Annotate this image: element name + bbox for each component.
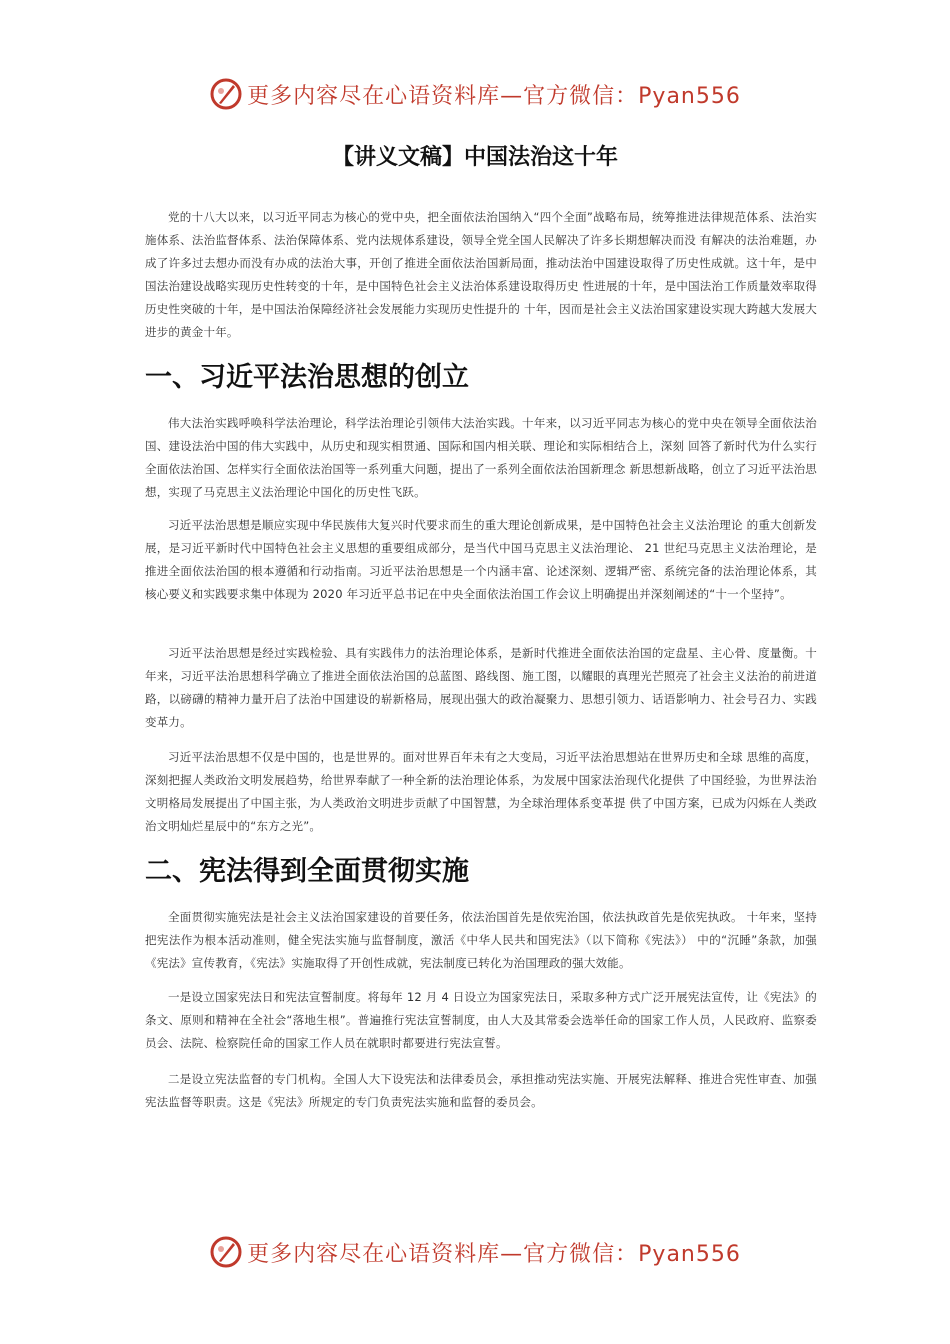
intro-block bbox=[145, 206, 817, 344]
intro-paragraph: 党的十八大以来，以习近平同志为核心的党中央，把全面依法治国纳入“四个全面”战略布局，统筹推进法律规范体系、法治实施体系、法治监督体系、法治保障体系、党内法规体系建设，领导全党全国人民解决了许多长期想解决而没 有解决的法治难题，办成了许多过去想办而没有办成的法治大事，开创了推进全面依法治国新局面，推动法治中国建设取得了历史性成就。这十年，是中国法治建设战略实现历史性转变的十年，是中国特色社会主义法治体系建设取得历史 性进展的十年，是中国法治工作质量效率取得历史性突破的十年，是中国法治保障经济社会发展能力实现历史性提升的 十年，因而是社会主义法治国家建设实现大跨越大发展大进步的黄金十年。 bbox=[145, 210, 817, 339]
section-2-heading: 二、宪法得到全面贯彻实施 bbox=[145, 856, 469, 887]
section-2-paragraph-1: 全面贯彻实施宪法是社会主义法治国家建设的首要任务，依法治国首先是依宪治国，依法执政首先是依宪执政。 十年来，坚持把宪法作为根本活动准则，健全宪法实施与监督制度，激活《中华人民共和国宪法》（以下简称《宪法》） 中的“沉睡”条款，加强《宪法》宣传教育，《宪法》实施取得了开创性成就，宪法制度已转化为治国理政的强大效能。 bbox=[145, 910, 817, 970]
section-2-body-3 bbox=[145, 1068, 817, 1114]
section-1-body-3 bbox=[145, 642, 817, 734]
section-2-body bbox=[145, 906, 817, 975]
section-2-paragraph-3: 二是设立宪法监督的专门机构。全国人大下设宪法和法律委员会，承担推动宪法实施、开展宪法解释、推进合宪性审查、加强宪法监督等职责。这是《宪法》所规定的专门负责宪法实施和监督的委员会。 bbox=[145, 1072, 817, 1109]
section-2-body-2 bbox=[145, 986, 817, 1055]
section-2-paragraph-2: 一是设立国家宪法日和宪法宣誓制度。将每年 12 月 4 日设立为国家宪法日，采取多种方式广泛开展宪法宣传，让《宪法》的条文、原则和精神在全社会“落地生根”。普遍推行宪法宣誓制度，由人大及其常委会选举任命的国家工作人员，人民政府、监察委员会、法院、检察院任命的国家工作人员在就职时都要进行宪法宣誓。 bbox=[145, 990, 817, 1050]
section-1-paragraph-1: 伟大法治实践呼唤科学法治理论，科学法治理论引领伟大法治实践。十年来，以习近平同志为核心的党中央在领导全面依法治国、建设法治中国的伟大实践中，从历史和现实相贯通、国际和国内相关联、理论和实际相结合上，深刻 回答了新时代为什么实行全面依法治国、怎样实行全面依法治国等一系列重大问题，提出了一系列全面依法治国新理念 新思想新战略，创立了习近平法治思想，实现了马克思主义法治理论中国化的历史性飞跃。 bbox=[145, 416, 817, 499]
section-1-paragraph-2: 习近平法治思想是顺应实现中华民族伟大复兴时代要求而生的重大理论创新成果，是中国特色社会主义法治理论 的重大创新发展，是习近平新时代中国特色社会主义思想的重要组成部分，是当代中国马克思主义法治理论、 21 世纪马克思主义法治理论，是推进全面依法治国的根本遵循和行动指南。习近平法治思想是一个内涵丰富、论述深刻、逻辑严密、系统完备的法治理论体系，其核心要义和实践要求集中体现为 2020 年习近平总书记在中央全面依法治国工作会议上明确提出并深刻阐述的“十一个坚持”。 bbox=[145, 518, 817, 601]
footer-watermark-banner bbox=[0, 1232, 950, 1272]
header-watermark-banner bbox=[0, 74, 950, 114]
quill-logo-icon bbox=[209, 77, 243, 111]
section-1-heading: 一、习近平法治思想的创立 bbox=[145, 362, 469, 393]
section-1-paragraph-3: 习近平法治思想是经过实践检验、具有实践伟力的法治理论体系，是新时代推进全面依法治国的定盘星、主心骨、度量衡。十年来，习近平法治思想科学确立了推进全面依法治国的总蓝图、路线图、施工图，以耀眼的真理光芒照亮了社会主义法治的前进道路，以磅礴的精神力量开启了法治中国建设的崭新格局，展现出强大的政治凝聚力、思想引领力、话语影响力、社会号召力、实践变革力。 bbox=[145, 646, 817, 729]
section-1-body-2 bbox=[145, 514, 817, 606]
quill-logo-icon bbox=[209, 1235, 243, 1269]
section-1 bbox=[145, 358, 817, 398]
wechat-id: Pyan556 bbox=[638, 1241, 741, 1267]
section-1-paragraph-4: 习近平法治思想不仅是中国的，也是世界的。面对世界百年未有之大变局，习近平法治思想站在世界历史和全球 思维的高度，深刻把握人类政治文明发展趋势，给世界奉献了一种全新的法治理论体系，为发展中国家法治现代化提供 了中国经验，为世界法治文明格局发展提出了中国主张，为人类政治文明进步贡献了中国智慧，为全球治理体系变革提 供了中国方案，已成为闪烁在人类政治文明灿烂星辰中的“东方之光”。 bbox=[145, 750, 817, 833]
section-1-body-4 bbox=[145, 746, 817, 838]
banner-text: 更多内容尽在心语资料库—官方微信：Pyan556 bbox=[247, 83, 741, 109]
banner-text: 更多内容尽在心语资料库—官方微信：Pyan556 bbox=[247, 1241, 741, 1267]
section-2 bbox=[145, 852, 817, 892]
section-1-body bbox=[145, 412, 817, 504]
wechat-id: Pyan556 bbox=[638, 83, 741, 109]
document-title: 【讲义文稿】中国法治这十年 bbox=[331, 145, 618, 170]
